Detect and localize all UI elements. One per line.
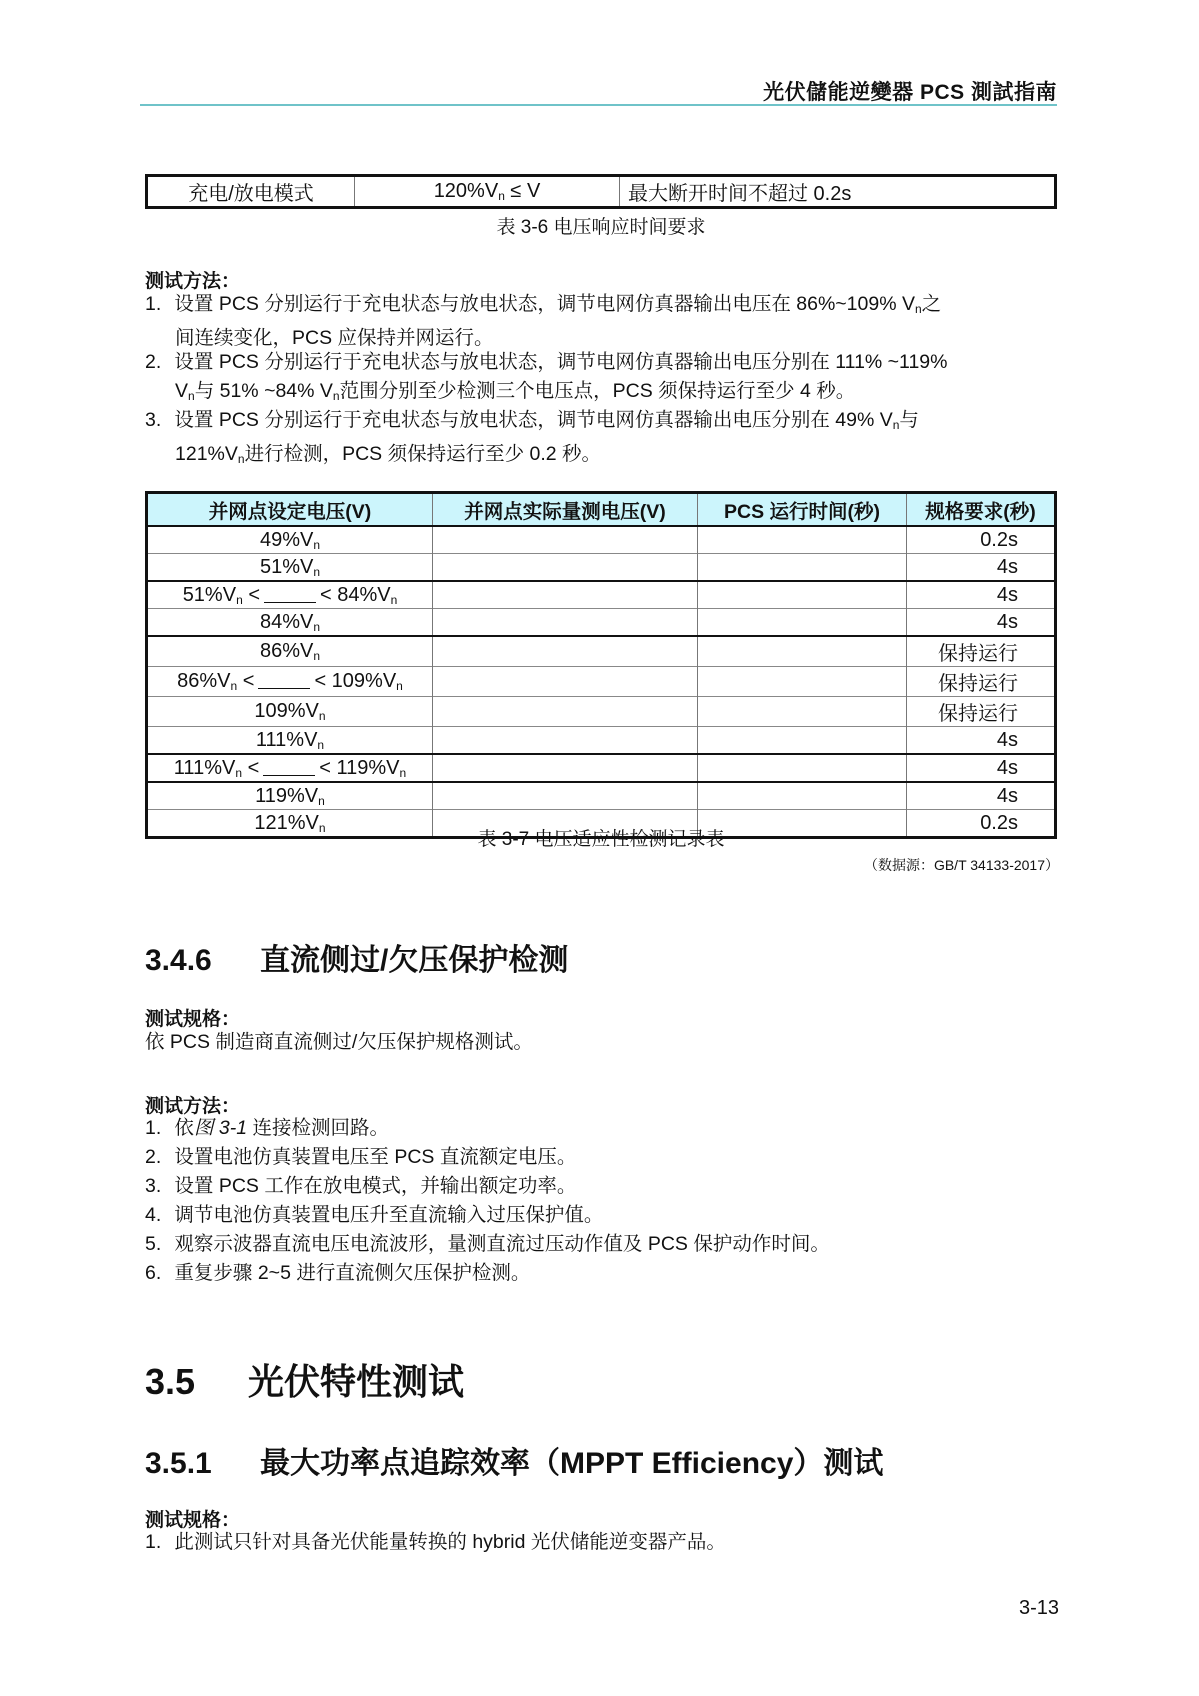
step-2: [145, 1143, 1060, 1172]
voltage-text: 111%V: [255, 728, 318, 751]
run-time-cell[interactable]: [698, 782, 907, 810]
subscript: n: [236, 592, 243, 607]
section-title: 光伏特性测试: [248, 1361, 465, 1402]
measured-voltage-cell[interactable]: [433, 554, 698, 582]
item-text: 与: [899, 409, 919, 431]
spec-requirement-cell: 保持运行: [907, 697, 1056, 727]
measured-voltage-cell[interactable]: [433, 667, 698, 697]
subscript: n: [914, 302, 922, 316]
step-5: [145, 1230, 1060, 1259]
voltage-text: 84%V: [259, 610, 314, 633]
table-row: [147, 667, 1056, 697]
table-3-6-caption: 表 3-6 电压响应时间要求: [496, 217, 706, 238]
measured-voltage-cell[interactable]: [433, 581, 698, 609]
spec-requirement-cell: 4s: [907, 581, 1056, 609]
voltage-text: 121%V: [254, 811, 319, 834]
voltage-text: 86%V: [259, 640, 314, 662]
set-voltage-cell: [147, 526, 433, 554]
item-text: 之: [921, 293, 942, 315]
voltage-text: 86%V: [177, 670, 231, 692]
step-3: [145, 1172, 1060, 1201]
item-text: 依: [174, 1117, 194, 1139]
section-number: 3.5: [145, 1361, 196, 1402]
subscript: n: [399, 765, 407, 780]
table-row: [147, 782, 1056, 810]
item-text: 设置 PCS 分别运行于充电状态与放电状态，调节电网仿真器输出电压分别在 111% ~119%: [174, 351, 948, 373]
item-number: 2.: [145, 351, 162, 373]
spec-item-1: [145, 1528, 1060, 1557]
table-row: [147, 697, 1056, 727]
item-number: 1.: [145, 1531, 162, 1553]
table-body: [147, 526, 1056, 838]
subscript: n: [317, 737, 325, 752]
subscript: n: [313, 649, 321, 663]
section-3-4-6-heading: [145, 935, 568, 979]
test-spec-label: 测试规格：: [145, 1510, 241, 1531]
voltage-text: 119%V: [255, 784, 319, 807]
item-text: 观察示波器直流电压电流波形，量测直流过压动作值及 PCS 保护动作时间。: [174, 1233, 830, 1255]
spec-requirement-cell: 保持运行: [907, 667, 1056, 697]
set-voltage-cell: [147, 581, 433, 609]
item-number: 1.: [145, 293, 162, 315]
step-1: [145, 1114, 1060, 1143]
voltage-text: < 84%V: [320, 583, 391, 606]
run-time-cell[interactable]: [698, 754, 907, 782]
subscript: n: [237, 452, 245, 466]
table-3-6-continuation: [145, 174, 1057, 209]
section-number: 3.5.1: [145, 1447, 212, 1480]
less-than: <: [248, 583, 260, 606]
section-title: 最大功率点追踪效率（MPPT Efficiency）测试: [260, 1447, 884, 1480]
test-spec-label: 测试规格：: [145, 1009, 241, 1030]
subscript: n: [313, 564, 321, 579]
set-voltage-cell: [147, 636, 433, 667]
voltage-text: 51%V: [259, 555, 314, 578]
spec-requirement-cell: 0.2s: [907, 810, 1056, 838]
table-row: [147, 176, 1056, 208]
item-text: 设置 PCS 工作在放电模式，并输出额定功率。: [174, 1175, 577, 1197]
voltage-text: < 119%V: [319, 756, 400, 779]
run-time-cell[interactable]: [698, 727, 907, 755]
table-row: [147, 609, 1056, 637]
set-voltage-cell: [147, 782, 433, 810]
subscript: n: [235, 765, 243, 780]
condition-cell: [355, 176, 620, 208]
table-3-7-caption: 表 3-7 电压适应性检测记录表: [477, 829, 725, 850]
subscript: n: [390, 592, 398, 607]
table-row: [147, 636, 1056, 667]
spec-requirement-cell: 4s: [907, 754, 1056, 782]
spec-requirement-cell: 4s: [907, 609, 1056, 637]
voltage-text: < 109%V: [314, 670, 397, 692]
spec-requirement-cell: 0.2s: [907, 526, 1056, 554]
set-voltage-cell: [147, 754, 433, 782]
set-voltage-cell: [147, 554, 433, 582]
run-time-cell[interactable]: [698, 697, 907, 727]
run-time-cell[interactable]: [698, 581, 907, 609]
measured-voltage-cell[interactable]: [433, 526, 698, 554]
measured-voltage-cell[interactable]: [433, 697, 698, 727]
item-text: 调节电池仿真装置电压升至直流输入过压保护值。: [174, 1204, 604, 1226]
run-time-cell[interactable]: [698, 667, 907, 697]
less-than: <: [247, 756, 260, 779]
item-text: V: [175, 380, 189, 402]
set-voltage-cell: [147, 727, 433, 755]
subscript: n: [188, 389, 195, 403]
item-number: 3.: [145, 409, 162, 431]
item-text: 设置 PCS 分别运行于充电状态与放电状态，调节电网仿真器输出电压在 86%~109% V: [174, 293, 915, 315]
run-time-cell[interactable]: [698, 609, 907, 637]
set-voltage-cell: [147, 609, 433, 637]
item-text: 范围分别至少检测三个电压点，PCS 须保持运行至少 4 秒。: [339, 380, 856, 402]
measured-voltage-cell[interactable]: [433, 754, 698, 782]
run-time-cell[interactable]: [698, 554, 907, 582]
table-row: [147, 727, 1056, 755]
section-title: 直流侧过/欠压保护检测: [260, 944, 569, 977]
item-text: 进行检测，PCS 须保持运行至少 0.2 秒。: [244, 443, 602, 465]
measured-voltage-cell[interactable]: [433, 609, 698, 637]
subscript: n: [892, 418, 900, 432]
spec-requirement-cell: 4s: [907, 727, 1056, 755]
measured-voltage-cell[interactable]: [433, 727, 698, 755]
measured-voltage-cell[interactable]: [433, 782, 698, 810]
running-header-title: 光伏儲能逆變器 PCS 測試指南: [763, 81, 1057, 104]
measured-voltage-cell[interactable]: [433, 636, 698, 667]
item-text: 设置 PCS 分别运行于充电状态与放电状态，调节电网仿真器输出电压分别在 49% V: [174, 409, 893, 431]
item-number: 6.: [145, 1262, 162, 1284]
set-voltage-cell: [147, 697, 433, 727]
item-text: 重复步骤 2~5 进行直流侧欠压保护检测。: [174, 1262, 531, 1284]
item-number: 2.: [145, 1146, 162, 1168]
step-4: [145, 1201, 1060, 1230]
col-header-spec-requirement: 规格要求(秒): [907, 493, 1056, 527]
table-header-row: [147, 493, 1056, 527]
less-than: <: [242, 670, 255, 692]
subscript: n: [396, 679, 403, 693]
table-row: [147, 526, 1056, 554]
run-time-cell[interactable]: [698, 526, 907, 554]
subscript: n: [318, 709, 326, 723]
figure-reference-link[interactable]: 图 3-1: [193, 1117, 248, 1139]
subscript: n: [318, 820, 326, 835]
subscript: n: [230, 679, 238, 693]
item-text: 连接检测回路。: [247, 1117, 389, 1139]
col-header-set-voltage: 并网点设定电压(V): [147, 493, 433, 527]
item-text-continued: 间连续变化，PCS 应保持并网运行。: [175, 327, 494, 349]
subscript: n: [498, 189, 505, 203]
item-text: 与 51% ~84% V: [194, 380, 333, 402]
mode-cell: 充电/放电模式: [188, 183, 314, 205]
spec-requirement-cell: 保持运行: [907, 636, 1056, 667]
subscript: n: [318, 793, 325, 808]
item-number: 5.: [145, 1233, 162, 1255]
header-divider: [140, 104, 1057, 106]
spec-requirement-cell: 4s: [907, 782, 1056, 810]
run-time-cell[interactable]: [698, 636, 907, 667]
spec-requirement-cell: 4s: [907, 554, 1056, 582]
item-number: 3.: [145, 1175, 162, 1197]
table-row: [147, 581, 1056, 609]
subscript: n: [313, 537, 321, 552]
page-number: 3-13: [1018, 1597, 1059, 1619]
method-item-1: [145, 290, 1060, 353]
section-number: 3.4.6: [145, 944, 212, 977]
voltage-text: 51%V: [182, 583, 237, 606]
section-3-5-1-heading: [145, 1438, 883, 1482]
table-row: [147, 754, 1056, 782]
method-item-3: [145, 406, 1060, 474]
item-text: 121%V: [175, 443, 238, 465]
item-text: 设置电池仿真装置电压至 PCS 直流额定电压。: [174, 1146, 577, 1168]
voltage-text: 109%V: [254, 700, 319, 722]
table-row: [147, 554, 1056, 582]
col-header-measured-voltage: 并网点实际量测电压(V): [433, 493, 698, 527]
step-6: [145, 1259, 1060, 1288]
section-3-5-heading: [145, 1354, 464, 1405]
set-voltage-cell: [147, 667, 433, 697]
test-method-label: 测试方法：: [145, 271, 241, 292]
condition-text: 120%V: [433, 180, 499, 202]
voltage-text: 49%V: [259, 528, 314, 551]
table-3-7-voltage-adaptability: [145, 491, 1057, 839]
data-source-note: （数据源：GB/T 34133-2017）: [863, 857, 1059, 873]
subscript: n: [313, 619, 321, 634]
item-number: 4.: [145, 1204, 162, 1226]
method-item-2: [145, 348, 1060, 411]
test-method-label: 测试方法：: [145, 1096, 241, 1117]
requirement-cell: 最大断开时间不超过 0.2s: [620, 176, 1056, 208]
col-header-run-time: PCS 运行时间(秒): [698, 493, 907, 527]
test-spec-text: 依 PCS 制造商直流侧过/欠压保护规格测试。: [145, 1031, 533, 1053]
subscript: n: [332, 389, 340, 403]
blank-field[interactable]: [263, 757, 315, 776]
voltage-text: 111%V: [173, 756, 236, 779]
blank-field[interactable]: [264, 584, 316, 603]
blank-field[interactable]: [258, 670, 310, 689]
item-text: 此测试只针对具备光伏能量转换的 hybrid 光伏储能逆变器产品。: [174, 1531, 726, 1553]
item-number: 1.: [145, 1117, 162, 1139]
condition-text-post: ≤ V: [504, 180, 541, 202]
